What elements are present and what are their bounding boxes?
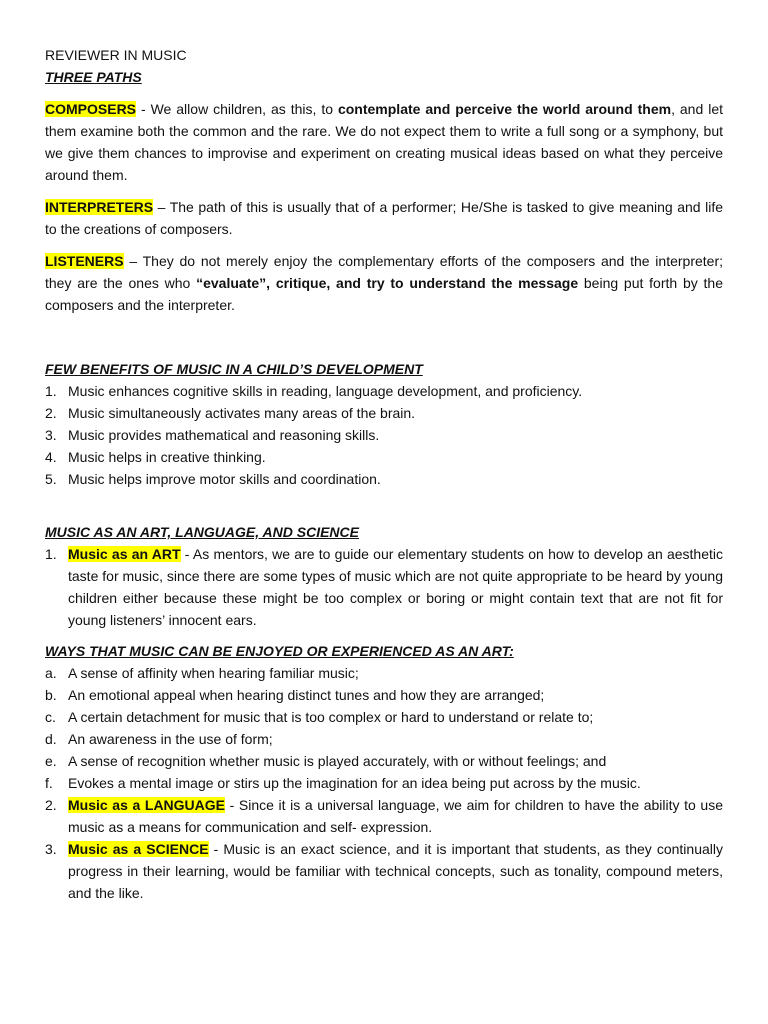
list-item-text: An emotional appeal when hearing distinct tunes and how they are arranged; [68, 687, 545, 703]
language-science-list [45, 794, 723, 904]
list-item-text: A sense of recognition whether music is played accurately, with or without feelings; and [68, 753, 607, 769]
listeners-paragraph [45, 250, 723, 316]
composers-paragraph [45, 98, 723, 186]
list-item-text: Evokes a mental image or stirs up the imagination for an idea being put across by the music. [68, 775, 641, 791]
list-item [45, 402, 723, 424]
list-marker: a. [45, 665, 57, 681]
list-item-text: An awareness in the use of form; [68, 731, 273, 747]
list-marker: b. [45, 687, 57, 703]
list-item-language [45, 794, 723, 838]
list-marker: 5. [45, 471, 57, 487]
list-marker: 2. [45, 797, 57, 813]
list-marker: 3. [45, 841, 57, 857]
listeners-term: LISTENERS [45, 253, 124, 269]
list-item-text: Music simultaneously activates many areas of the brain. [68, 405, 416, 421]
list-item [45, 424, 723, 446]
list-marker: 2. [45, 405, 57, 421]
list-item-text: Music provides mathematical and reasoning skills. [68, 427, 380, 443]
three-paths-heading: THREE PATHS [45, 69, 142, 85]
list-marker: e. [45, 753, 57, 769]
composers-bold: contemplate and perceive the world around them [337, 101, 672, 117]
art-term: Music as an ART [68, 546, 181, 562]
list-item-text: Music helps in creative thinking. [68, 449, 266, 465]
list-marker: 1. [45, 383, 57, 399]
list-marker: 1. [45, 546, 57, 562]
composers-text-2: , and let them examine both the common and the rare. We do not expect them to write a full song or a symphony, but we give them chances to improvise and experiment on creating musical ideas based on what they perceive around them. [45, 101, 723, 183]
list-item [45, 662, 723, 684]
benefits-heading: FEW BENEFITS OF MUSIC IN A CHILD’S DEVELOPMENT [45, 361, 423, 377]
list-item-text: Music helps improve motor skills and coordination. [68, 471, 381, 487]
list-item [45, 728, 723, 750]
art-text: - As mentors, we are to guide our elementary students on how to develop an aesthetic taste for music, since there are some types of music which are not quite appropriate to be heard by young children either because these might be too complex or boring or might contain text that are not fit for young listeners’ innocent ears. [68, 546, 723, 628]
list-item [45, 750, 723, 772]
list-item [45, 380, 723, 402]
list-marker: 3. [45, 427, 57, 443]
ways-list [45, 662, 723, 794]
list-marker: c. [45, 709, 56, 725]
list-item-science [45, 838, 723, 904]
ways-heading: WAYS THAT MUSIC CAN BE ENJOYED OR EXPERIENCED AS AN ART: [45, 643, 514, 659]
list-marker: 4. [45, 449, 57, 465]
art-language-science-heading: MUSIC AS AN ART, LANGUAGE, AND SCIENCE [45, 524, 359, 540]
listeners-bold: “evaluate”, critique, and try to understand the message [196, 275, 579, 291]
list-item [45, 468, 723, 490]
listeners-text-1: – They do not merely enjoy the complementary efforts of the composers and the interpreter; they are the ones who [45, 253, 723, 291]
list-item-text: Music enhances cognitive skills in reading, language development, and proficiency. [68, 383, 583, 399]
interpreters-term: INTERPRETERS [45, 199, 154, 215]
list-item-art [45, 543, 723, 631]
list-item-text: A sense of affinity when hearing familiar music; [68, 665, 359, 681]
list-item-text: A certain detachment for music that is too complex or hard to understand or relate to; [68, 709, 594, 725]
art-list [45, 543, 723, 631]
list-marker: d. [45, 731, 57, 747]
language-term: Music as a LANGUAGE [68, 797, 226, 813]
document-title: REVIEWER IN MUSIC [45, 47, 187, 63]
benefits-list [45, 380, 723, 490]
science-text: - Music is an exact science, and it is important that students, as they continually progress in their learning, would be familiar with technical concepts, such as tonality, compound meters, and the like. [68, 841, 724, 901]
list-item [45, 772, 723, 794]
list-item [45, 706, 723, 728]
list-marker: f. [45, 775, 53, 791]
list-item [45, 446, 723, 468]
interpreters-paragraph [45, 196, 723, 240]
composers-term: COMPOSERS [45, 101, 137, 117]
language-text: - Since it is a universal language, we aim for children to have the ability to use music as a means for communication and self- expression. [68, 797, 723, 835]
listeners-text-2: being put forth by the composers and the interpreter. [45, 275, 723, 313]
list-item [45, 684, 723, 706]
interpreters-text: – The path of this is usually that of a performer; He/She is tasked to give meaning and life to the creations of composers. [45, 199, 723, 237]
composers-text-1: - We allow children, as this, to [136, 101, 338, 117]
science-term: Music as a SCIENCE [68, 841, 209, 857]
